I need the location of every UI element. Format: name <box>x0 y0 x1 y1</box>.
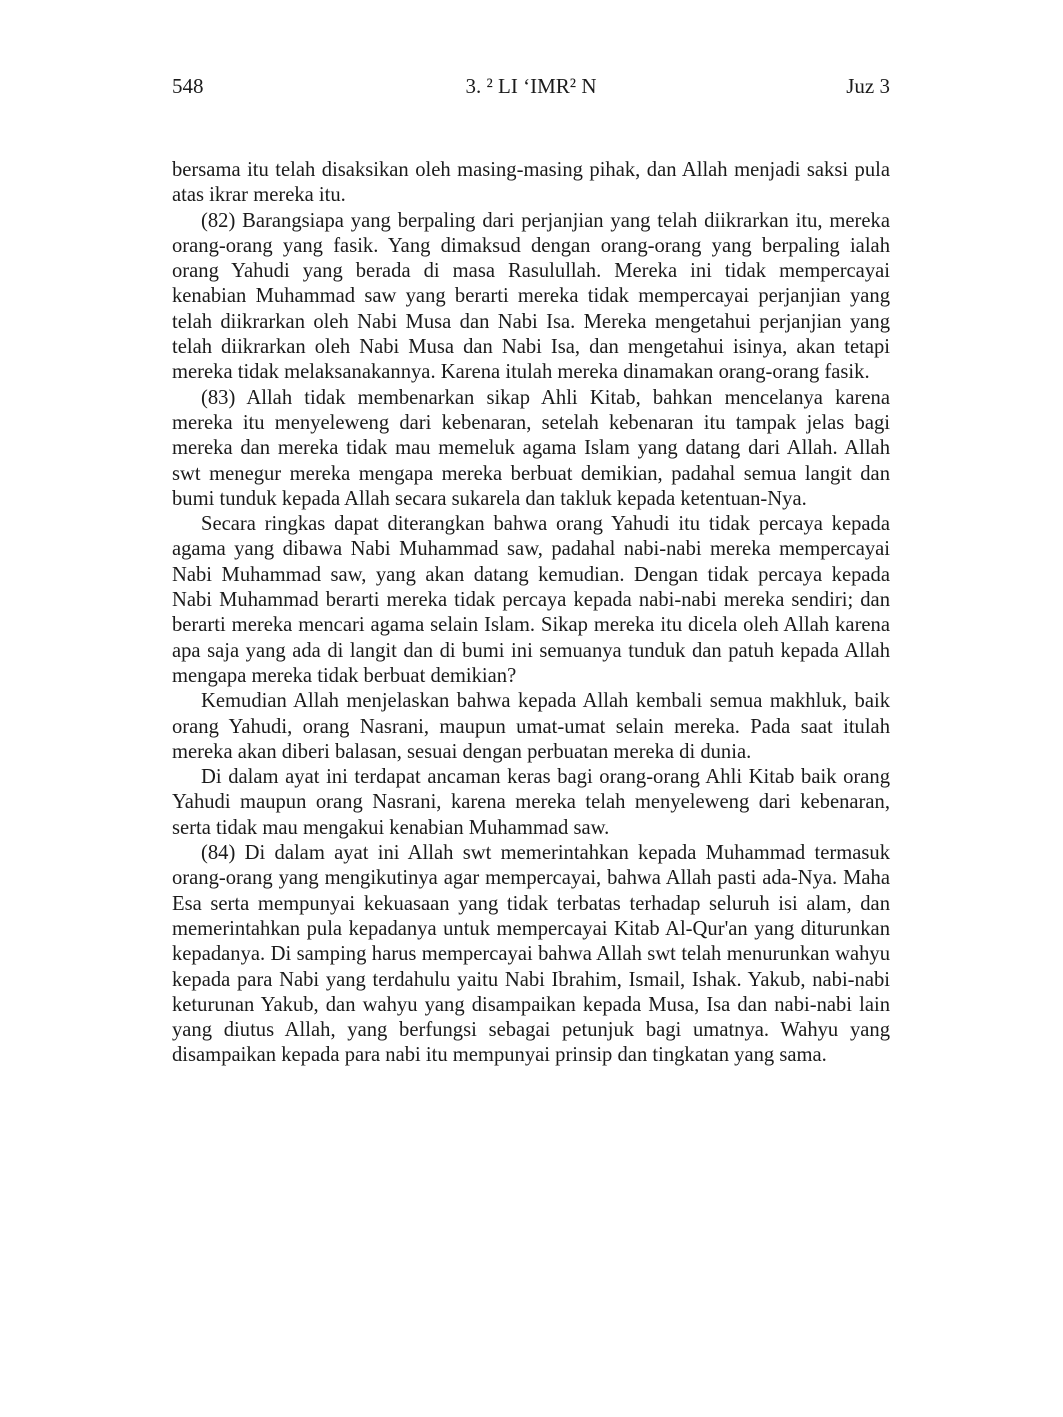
paragraph-verse-82: (82) Barangsiapa yang berpaling dari perjanjian yang telah diikrarkan itu, mereka orang-orang yang fasik. Yang dimaksud dengan orang-orang yang berpaling ialah orang Yahudi yang berada di masa Rasulullah. Mereka ini tidak mempercayai kenabian Muhammad saw yang berarti mereka tidak mempercayai perjanjian yang telah diikrarkan oleh Nabi Musa dan Nabi Isa. Mereka mengetahui perjanjian yang telah diikrarkan oleh Nabi Musa dan Nabi Isa, dan mengetahui isinya, akan tetapi mereka tidak melaksanakannya. Karena itulah mereka dinamakan orang-orang fasik. <box>172 209 890 384</box>
paragraph-summary: Secara ringkas dapat diterangkan bahwa orang Yahudi itu tidak percaya kepada agama yang dibawa Nabi Muhammad saw, padahal nabi-nabi mereka mempercayai Nabi Muhammad saw, yang akan datang kemudian. Dengan tidak percaya kepada Nabi Muhammad berarti mereka tidak percaya kepada nabi-nabi mereka sendiri; dan berarti mereka mencari agama selain Islam. Sikap mereka itu dicela oleh Allah karena apa saja yang ada di langit dan di bumi ini semuanya tunduk dan patuh kepada Allah mengapa mereka tidak berbuat demikian? <box>172 513 890 687</box>
juz-label: Juz 3 <box>846 74 890 98</box>
page-content <box>172 74 890 1069</box>
paragraph-verse-83: (83) Allah tidak membenarkan sikap Ahli Kitab, bahkan mencelanya karena mereka itu menyeleweng dari kebenaran, setelah kebenaran itu tampak jelas bagi mereka dan mereka tidak mau memeluk agama Islam yang datang dari Allah. Allah swt menegur mereka mengapa mereka berbuat demikian, padahal semua langit dan bumi tunduk kepada Allah secara sukarela dan takluk kepada ketentuan-Nya. <box>172 386 890 510</box>
paragraph-continuation: bersama itu telah disaksikan oleh masing-masing pihak, dan Allah menjadi saksi pula atas ikrar mereka itu. <box>172 159 890 207</box>
running-header <box>172 74 890 98</box>
paragraph-warning: Di dalam ayat ini terdapat ancaman keras bagi orang-orang Ahli Kitab baik orang Yahudi maupun orang Nasrani, karena mereka telah menyeleweng dari kebenaran, serta tidak mau mengakui kenabian Muhammad saw. <box>172 766 890 839</box>
paragraph-verse-84: (84) Di dalam ayat ini Allah swt memerintahkan kepada Muhammad termasuk orang-orang yang mengikutinya agar mempercayai, bahwa Allah pasti ada-Nya. Maha Esa serta mempunyai kekuasaan yang tidak terbatas terhadap seluruh isi alam, dan memerintahkan pula kepadanya untuk mempercayai Kitab Al-Qur'an yang diturunkan kepadanya. Di samping harus mempercayai bahwa Allah swt telah menurunkan wahyu kepada para Nabi yang terdahulu yaitu Nabi Ibrahim, Ismail, Ishak. Yakub, nabi-nabi keturunan Yakub, dan wahyu yang disampaikan kepada Musa, Isa dan nabi-nabi lain yang diutus Allah, yang berfungsi sebagai petunjuk bagi umatnya. Wahyu yang disampaikan kepada para nabi itu mempunyai prinsip dan tingkatan yang sama. <box>172 842 890 1067</box>
surah-title: 3. ² LI ‘IMR² N <box>465 74 597 98</box>
body-text <box>172 158 890 1069</box>
page-number: 548 <box>172 74 204 98</box>
paragraph-explanation: Kemudian Allah menjelaskan bahwa kepada Allah kembali semua makhluk, baik orang Yahudi, orang Nasrani, maupun umat-umat selain mereka. Pada saat itulah mereka akan diberi balasan, sesuai dengan perbuatan mereka di dunia. <box>172 690 890 763</box>
